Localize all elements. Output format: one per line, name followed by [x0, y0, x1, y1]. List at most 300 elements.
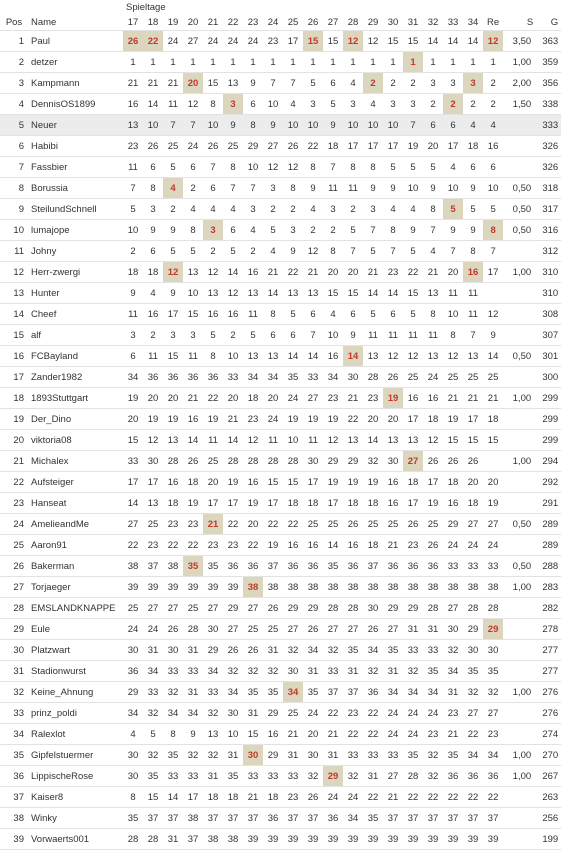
- rank-cell: 36: [143, 367, 163, 388]
- rank-cell: 29: [323, 451, 343, 472]
- position-cell: 27: [0, 577, 28, 598]
- rank-cell: 1: [323, 52, 343, 73]
- rank-cell: 8: [183, 220, 203, 241]
- table-row[interactable]: [0, 325, 561, 346]
- rank-cell: 7: [203, 157, 223, 178]
- pos-column-header[interactable]: Pos: [5, 16, 23, 28]
- rank-cell: 30: [123, 766, 143, 787]
- rank-cell: 16: [183, 409, 203, 430]
- rank-cell: 37: [383, 808, 403, 829]
- matchday-column-header[interactable]: 26: [307, 16, 319, 28]
- position-cell: 39: [0, 829, 28, 850]
- table-row[interactable]: [0, 493, 561, 514]
- position-cell: 33: [0, 703, 28, 724]
- table-row[interactable]: [0, 31, 561, 52]
- g-column-header[interactable]: G: [550, 16, 559, 28]
- rank-cell: 13: [203, 283, 223, 304]
- rank-cell: 12: [303, 241, 323, 262]
- spieltage-label: Spieltage: [126, 1, 166, 13]
- matchday-column-header[interactable]: 25: [287, 16, 299, 28]
- rank-cell: 31: [243, 703, 263, 724]
- rank-cell: 28: [363, 367, 383, 388]
- table-row[interactable]: [0, 766, 561, 787]
- rank-cell: 14: [283, 346, 303, 367]
- g-value-cell: 300: [533, 367, 561, 388]
- rank-cell: 37: [223, 808, 243, 829]
- rank-cell: 36: [363, 682, 383, 703]
- rank-cell: 10: [283, 115, 303, 136]
- table-row[interactable]: [0, 556, 561, 577]
- rank-cell: 24: [183, 136, 203, 157]
- name-column-header[interactable]: Name: [31, 16, 57, 28]
- rank-cell: 28: [463, 598, 483, 619]
- rank-cell: 30: [123, 640, 143, 661]
- rank-cell: 10: [223, 346, 243, 367]
- rank-cell: 30: [283, 661, 303, 682]
- rank-cell: 30: [343, 367, 363, 388]
- rank-cell: 39: [403, 829, 423, 850]
- table-row[interactable]: [0, 745, 561, 766]
- rank-cell: 26: [263, 598, 283, 619]
- matchday-column-header[interactable]: 33: [447, 16, 459, 28]
- s-value-cell: [503, 535, 533, 556]
- rank-cell: 32: [423, 745, 443, 766]
- rank-cell: 24: [223, 31, 243, 52]
- table-row[interactable]: [0, 640, 561, 661]
- table-row[interactable]: [0, 178, 561, 199]
- rank-cell: 23: [443, 703, 463, 724]
- rank-cell: 35: [243, 682, 263, 703]
- rank-cell: 16: [143, 304, 163, 325]
- table-row[interactable]: [0, 241, 561, 262]
- rank-cell: 19: [363, 472, 383, 493]
- s-value-cell: [503, 640, 533, 661]
- table-row[interactable]: [0, 703, 561, 724]
- rank-cell: 37: [163, 808, 183, 829]
- rank-cell: 28: [283, 451, 303, 472]
- rank-cell: 36: [423, 556, 443, 577]
- rank-cell: 38: [283, 577, 303, 598]
- table-row[interactable]: [0, 199, 561, 220]
- position-cell: 8: [0, 178, 28, 199]
- position-cell: 24: [0, 514, 28, 535]
- ranking-table-body: [0, 31, 561, 850]
- rank-cell: 27: [243, 598, 263, 619]
- g-value-cell: 276: [533, 682, 561, 703]
- rank-cell: 17: [163, 304, 183, 325]
- rank-cell: 19: [403, 136, 423, 157]
- rank-cell: 34: [483, 745, 503, 766]
- player-name-cell: Bakerman: [28, 556, 123, 577]
- rank-cell: 2: [223, 325, 243, 346]
- rank-cell: 19: [423, 493, 443, 514]
- player-name-cell: Vorwaerts001: [28, 829, 123, 850]
- s-value-cell: [503, 787, 533, 808]
- rank-cell: 19: [443, 409, 463, 430]
- rank-cell: 33: [203, 682, 223, 703]
- matchday-column-header[interactable]: 19: [167, 16, 179, 28]
- rank-cell: 22: [183, 535, 203, 556]
- matchday-column-header[interactable]: 34: [467, 16, 479, 28]
- rank-cell: 32: [363, 451, 383, 472]
- rank-cell: 5: [143, 724, 163, 745]
- g-value-cell: 356: [533, 73, 561, 94]
- rank-cell: 20: [463, 472, 483, 493]
- rank-cell: 25: [483, 367, 503, 388]
- rank-cell: 34: [303, 640, 323, 661]
- table-row[interactable]: [0, 115, 561, 136]
- matchday-column-header[interactable]: 17: [127, 16, 139, 28]
- table-row[interactable]: [0, 52, 561, 73]
- player-name-cell: Johny: [28, 241, 123, 262]
- rank-cell: 27: [203, 598, 223, 619]
- rank-cell: 4: [183, 199, 203, 220]
- s-value-cell: [503, 703, 533, 724]
- position-cell: 35: [0, 745, 28, 766]
- rank-cell: 21: [223, 409, 243, 430]
- rank-cell: 11: [263, 430, 283, 451]
- rank-cell: 3: [283, 220, 303, 241]
- position-cell: 9: [0, 199, 28, 220]
- rank-cell: 22: [463, 787, 483, 808]
- position-cell: 10: [0, 220, 28, 241]
- matchday-column-header[interactable]: 23: [247, 16, 259, 28]
- rank-cell: 19: [343, 472, 363, 493]
- rank-cell: 22: [163, 535, 183, 556]
- rank-cell: 17: [303, 472, 323, 493]
- rank-cell: 20: [203, 472, 223, 493]
- rank-cell: 7: [463, 325, 483, 346]
- rank-cell: 13: [283, 283, 303, 304]
- rank-cell: 25: [183, 598, 203, 619]
- table-row[interactable]: [0, 535, 561, 556]
- matchday-column-header[interactable]: 20: [187, 16, 199, 28]
- rank-cell: 37: [303, 808, 323, 829]
- rank-cell: 9: [123, 283, 143, 304]
- rank-cell: 26: [343, 514, 363, 535]
- rank-cell: 38: [423, 577, 443, 598]
- rank-cell: 15: [443, 430, 463, 451]
- table-row[interactable]: [0, 346, 561, 367]
- rank-cell: 7: [243, 178, 263, 199]
- player-name-cell: Aufsteiger: [28, 472, 123, 493]
- matchday-column-header[interactable]: 28: [347, 16, 359, 28]
- rank-cell: 29: [443, 514, 463, 535]
- table-row[interactable]: [0, 367, 561, 388]
- rank-cell: 30: [303, 451, 323, 472]
- rank-cell: 8: [483, 220, 503, 241]
- rank-cell: 4: [483, 115, 503, 136]
- table-row[interactable]: [0, 829, 561, 850]
- matchday-column-header[interactable]: 18: [147, 16, 159, 28]
- rank-cell: 34: [283, 682, 303, 703]
- table-row[interactable]: [0, 724, 561, 745]
- rank-cell: 37: [183, 829, 203, 850]
- matchday-column-header[interactable]: 22: [227, 16, 239, 28]
- rank-cell: 3: [463, 73, 483, 94]
- rank-cell: 2: [243, 241, 263, 262]
- rank-cell: 37: [463, 808, 483, 829]
- rank-cell: 25: [323, 514, 343, 535]
- rank-cell: 2: [183, 178, 203, 199]
- player-name-cell: detzer: [28, 52, 123, 73]
- rank-cell: 26: [383, 367, 403, 388]
- rank-cell: 26: [283, 136, 303, 157]
- rank-cell: 29: [243, 136, 263, 157]
- rank-cell: 20: [443, 262, 463, 283]
- rank-cell: 34: [383, 682, 403, 703]
- rank-cell: 10: [383, 115, 403, 136]
- rank-cell: 39: [263, 829, 283, 850]
- rank-cell: 22: [283, 514, 303, 535]
- rank-cell: 14: [343, 346, 363, 367]
- rank-cell: 38: [383, 577, 403, 598]
- rank-cell: 8: [263, 304, 283, 325]
- rank-cell: 7: [443, 241, 463, 262]
- rank-cell: 20: [263, 388, 283, 409]
- rank-cell: 9: [463, 178, 483, 199]
- table-row[interactable]: [0, 220, 561, 241]
- table-row[interactable]: [0, 157, 561, 178]
- rank-cell: 2: [123, 241, 143, 262]
- rank-cell: 15: [323, 31, 343, 52]
- rank-cell: 11: [423, 325, 443, 346]
- player-name-cell: Cheef: [28, 304, 123, 325]
- g-value-cell: 338: [533, 94, 561, 115]
- rank-cell: 10: [443, 178, 463, 199]
- rank-cell: 33: [363, 745, 383, 766]
- rank-cell: 36: [443, 766, 463, 787]
- rank-cell: 34: [123, 367, 143, 388]
- rank-cell: 28: [243, 451, 263, 472]
- g-value-cell: 299: [533, 409, 561, 430]
- player-name-cell: LippischeRose: [28, 766, 123, 787]
- rank-cell: 4: [163, 178, 183, 199]
- table-row[interactable]: [0, 472, 561, 493]
- s-value-cell: 1,00: [503, 745, 533, 766]
- rank-cell: 16: [383, 472, 403, 493]
- rank-cell: 14: [483, 346, 503, 367]
- rank-cell: 33: [143, 682, 163, 703]
- rank-cell: 39: [203, 577, 223, 598]
- table-row[interactable]: [0, 598, 561, 619]
- rank-cell: 39: [303, 829, 323, 850]
- rank-cell: 6: [263, 325, 283, 346]
- rank-cell: 14: [463, 31, 483, 52]
- rank-cell: 13: [363, 346, 383, 367]
- s-value-cell: 0,50: [503, 199, 533, 220]
- rank-cell: 25: [303, 514, 323, 535]
- rank-cell: 11: [463, 304, 483, 325]
- rank-cell: 7: [223, 178, 243, 199]
- player-name-cell: Aaron91: [28, 535, 123, 556]
- rank-cell: 15: [403, 31, 423, 52]
- rank-cell: 4: [363, 94, 383, 115]
- s-value-cell: [503, 115, 533, 136]
- table-row[interactable]: [0, 388, 561, 409]
- table-row[interactable]: [0, 430, 561, 451]
- rank-cell: 29: [263, 703, 283, 724]
- rank-cell: 24: [263, 409, 283, 430]
- rank-cell: 1: [403, 52, 423, 73]
- rank-cell: 3: [343, 94, 363, 115]
- rank-cell: 17: [463, 409, 483, 430]
- matchday-column-header[interactable]: 21: [207, 16, 219, 28]
- rank-cell: 33: [163, 766, 183, 787]
- rank-cell: 10: [483, 178, 503, 199]
- table-row[interactable]: [0, 304, 561, 325]
- rank-cell: 27: [183, 31, 203, 52]
- rank-cell: 39: [163, 577, 183, 598]
- rank-cell: 27: [483, 514, 503, 535]
- rank-cell: 17: [443, 136, 463, 157]
- g-value-cell: 199: [533, 829, 561, 850]
- s-value-cell: [503, 472, 533, 493]
- rank-cell: 10: [283, 430, 303, 451]
- rank-cell: 16: [443, 493, 463, 514]
- rank-cell: 2: [363, 73, 383, 94]
- rank-cell: 17: [483, 262, 503, 283]
- rank-cell: 8: [123, 787, 143, 808]
- rank-cell: 19: [123, 388, 143, 409]
- player-name-cell: Herr-zwergi: [28, 262, 123, 283]
- rank-cell: 25: [263, 619, 283, 640]
- rank-cell: 7: [363, 220, 383, 241]
- rank-cell: 30: [443, 619, 463, 640]
- table-row[interactable]: [0, 661, 561, 682]
- rank-cell: 9: [343, 325, 363, 346]
- rank-cell: 39: [363, 829, 383, 850]
- table-row[interactable]: [0, 136, 561, 157]
- rank-cell: 4: [343, 73, 363, 94]
- rank-cell: 27: [303, 388, 323, 409]
- rank-cell: 26: [183, 451, 203, 472]
- rank-cell: 15: [343, 283, 363, 304]
- rank-cell: 36: [163, 367, 183, 388]
- table-row[interactable]: [0, 619, 561, 640]
- table-row[interactable]: [0, 682, 561, 703]
- rank-cell: 1: [483, 52, 503, 73]
- rank-cell: 18: [423, 409, 443, 430]
- table-row[interactable]: [0, 787, 561, 808]
- rank-cell: 18: [183, 472, 203, 493]
- matchday-column-header[interactable]: Re: [487, 16, 500, 28]
- rank-cell: 13: [123, 115, 143, 136]
- rank-cell: 34: [123, 703, 143, 724]
- rank-cell: 3: [323, 199, 343, 220]
- rank-cell: 19: [323, 472, 343, 493]
- rank-cell: 16: [203, 304, 223, 325]
- rank-cell: 18: [203, 787, 223, 808]
- table-row[interactable]: [0, 514, 561, 535]
- rank-cell: 9: [303, 178, 323, 199]
- rank-cell: 15: [283, 472, 303, 493]
- s-value-cell: [503, 283, 533, 304]
- rank-cell: 21: [303, 262, 323, 283]
- rank-cell: 18: [443, 472, 463, 493]
- matchday-column-header[interactable]: 30: [387, 16, 399, 28]
- rank-cell: 34: [403, 682, 423, 703]
- matchday-column-header[interactable]: 31: [407, 16, 419, 28]
- rank-cell: 37: [323, 682, 343, 703]
- table-row[interactable]: [0, 73, 561, 94]
- rank-cell: 7: [283, 73, 303, 94]
- rank-cell: 13: [183, 262, 203, 283]
- rank-cell: 14: [223, 262, 243, 283]
- rank-cell: 3: [183, 325, 203, 346]
- rank-cell: 4: [403, 199, 423, 220]
- rank-cell: 6: [343, 304, 363, 325]
- g-value-cell: 318: [533, 178, 561, 199]
- player-name-cell: Winky: [28, 808, 123, 829]
- rank-cell: 17: [383, 136, 403, 157]
- table-row[interactable]: [0, 577, 561, 598]
- matchday-column-header[interactable]: 29: [367, 16, 379, 28]
- rank-cell: 1: [263, 52, 283, 73]
- rank-cell: 26: [203, 136, 223, 157]
- rank-cell: 33: [183, 661, 203, 682]
- rank-cell: 28: [123, 829, 143, 850]
- rank-cell: 18: [263, 787, 283, 808]
- rank-cell: 23: [263, 31, 283, 52]
- rank-cell: 34: [223, 682, 243, 703]
- rank-cell: 31: [263, 640, 283, 661]
- s-value-cell: 0,50: [503, 178, 533, 199]
- rank-cell: 21: [203, 514, 223, 535]
- s-column-header[interactable]: S: [526, 16, 534, 28]
- rank-cell: 13: [423, 346, 443, 367]
- rank-cell: 19: [163, 409, 183, 430]
- table-row[interactable]: [0, 262, 561, 283]
- rank-cell: 19: [303, 409, 323, 430]
- matchday-column-header[interactable]: 32: [427, 16, 439, 28]
- rank-cell: 9: [363, 178, 383, 199]
- matchday-column-header[interactable]: 27: [327, 16, 339, 28]
- rank-cell: 15: [403, 283, 423, 304]
- rank-cell: 5: [323, 94, 343, 115]
- rank-cell: 8: [163, 724, 183, 745]
- matchday-column-header[interactable]: 24: [267, 16, 279, 28]
- s-value-cell: 3,50: [503, 31, 533, 52]
- table-row[interactable]: [0, 409, 561, 430]
- rank-cell: 26: [443, 451, 463, 472]
- rank-cell: 8: [423, 199, 443, 220]
- rank-cell: 32: [443, 640, 463, 661]
- rank-cell: 37: [443, 808, 463, 829]
- s-value-cell: [503, 724, 533, 745]
- rank-cell: 38: [183, 808, 203, 829]
- rank-cell: 13: [163, 430, 183, 451]
- rank-cell: 2: [483, 94, 503, 115]
- rank-cell: 37: [263, 556, 283, 577]
- rank-cell: 3: [143, 199, 163, 220]
- rank-cell: 22: [363, 787, 383, 808]
- table-row[interactable]: [0, 283, 561, 304]
- rank-cell: 7: [383, 241, 403, 262]
- rank-cell: 14: [423, 31, 443, 52]
- rank-cell: 1: [383, 52, 403, 73]
- rank-cell: 13: [143, 493, 163, 514]
- rank-cell: 28: [423, 598, 443, 619]
- table-row[interactable]: [0, 94, 561, 115]
- rank-cell: 11: [183, 346, 203, 367]
- rank-cell: 15: [263, 472, 283, 493]
- rank-cell: 33: [263, 766, 283, 787]
- table-row[interactable]: [0, 451, 561, 472]
- rank-cell: 36: [403, 556, 423, 577]
- rank-cell: 24: [343, 787, 363, 808]
- table-row[interactable]: [0, 808, 561, 829]
